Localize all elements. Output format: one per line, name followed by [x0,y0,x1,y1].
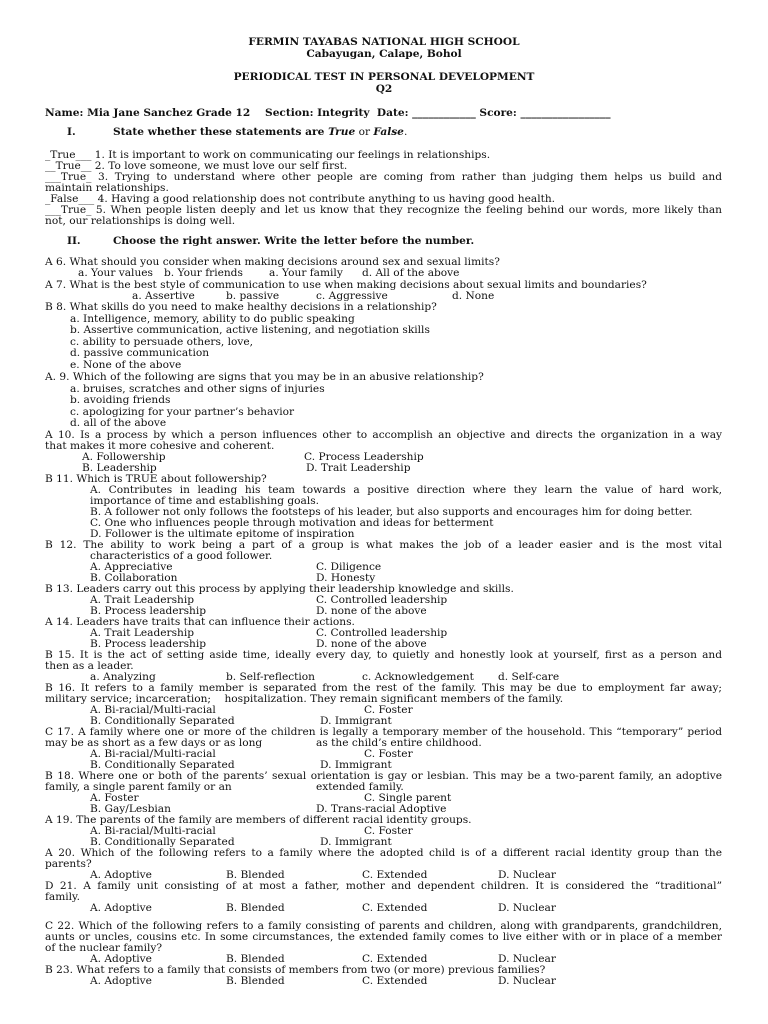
option: C. Controlled leadership [316,627,448,639]
or-word: or [355,126,374,138]
option: A. Trait Leadership [90,594,195,606]
option: D. Immigrant [320,836,392,848]
school-name: FERMIN TAYABAS NATIONAL HIGH SCHOOL [248,36,520,48]
question-20-cont: parents? [45,858,92,870]
option: A. Adoptive [90,953,152,965]
question-16: B 16. It refers to a family member is separated from the rest of the family. This may be due to employment far away; [45,682,722,694]
option: a. Analyzing [90,671,156,683]
question-19: A 19. The parents of the family are members of different racial identity groups. [45,814,472,826]
option: C. Extended [362,975,428,987]
question-21: D 21. A family unit consisting of at most a father, mother and dependent children. It is considered the “traditional” [45,880,722,892]
option: A. Followership [82,451,166,463]
option: B. Process leadership [90,605,207,617]
option: C. Foster [364,825,413,837]
option: b. Self-reflection [226,671,316,683]
option: A. Adoptive [90,975,152,987]
option: C. Diligence [316,561,382,573]
part1-instruction-text: State whether these statements are [113,126,329,138]
option: C. Single parent [364,792,452,804]
question-17-cont-b: as the child’s entire childhood. [316,737,482,749]
option: D. Immigrant [320,759,392,771]
test-title: PERIODICAL TEST IN PERSONAL DEVELOPMENT [233,71,535,83]
option: c. Aggressive [316,290,388,302]
option: b. passive [226,290,280,302]
option: B. Blended [226,869,285,881]
option: D. Follower is the ultimate epitome of inspiration [90,528,355,540]
question-10-cont: that makes it more cohesive and coherent. [45,440,275,452]
option: A. Foster [90,792,139,804]
option: d. Self-care [498,671,560,683]
option: C. Extended [362,953,428,965]
option: d. All of the above [362,267,460,279]
option: d. passive communication [70,347,210,359]
question-14: A 14. Leaders have traits that can influence their actions. [45,616,355,628]
option-cont: importance of time and establishing goals. [90,495,320,507]
option: A. Adoptive [90,902,152,914]
true-word: True [328,126,356,138]
question-16-cont: military service; incarceration; hospitalization. They remain significant members of the family. [45,693,564,705]
tf-item-5-cont: not, our relationships is doing well. [45,215,236,227]
option: B. Blended [226,902,285,914]
option: c. apologizing for your partner’s behavior [70,406,295,418]
option: C. Controlled leadership [316,594,448,606]
option: D. none of the above [316,605,427,617]
question-23: B 23. What refers to a family that consists of members from two (or more) previous families? [45,964,546,976]
option: A. Bi-racial/Multi-racial [90,748,216,760]
question-9: A. 9. Which of the following are signs that you may be in an abusive relationship? [45,371,484,383]
option: B. Blended [226,953,285,965]
option: B. Process leadership [90,638,207,650]
question-10: A 10. Is a process by which a person influences other to accomplish an objective and directs the organization in a way [45,429,722,441]
option: A. Bi-racial/Multi-racial [90,825,216,837]
option: a. bruises, scratches and other signs of injuries [70,383,325,395]
option: B. Conditionally Separated [90,836,235,848]
option: D. Nuclear [498,953,556,965]
option: D. Nuclear [498,975,556,987]
option: D. Nuclear [498,902,556,914]
question-6: A 6. What should you consider when making decisions around sex and sexual limits? [45,256,500,268]
option: B. Collaboration [90,572,178,584]
question-21-cont: family. [45,891,81,903]
tf-item-2: __True__ 2. To love someone, we must love our self first. [45,160,348,172]
option: b. Your friends [164,267,243,279]
option: B. Leadership [82,462,157,474]
tf-item-4: _False___ 4. Having a good relationship does not contribute anything to us having good health. [45,193,556,205]
option: D. Immigrant [320,715,392,727]
option: c. Acknowledgement [362,671,474,683]
option: D. Nuclear [498,869,556,881]
question-13: B 13. Leaders carry out this process by applying their leadership knowledge and skills. [45,583,514,595]
option: C. Foster [364,704,413,716]
question-12-cont: characteristics of a good follower. [90,550,273,562]
part2-numeral: II. [67,235,81,247]
option: C. Process Leadership [304,451,424,463]
question-15: B 15. It is the act of setting aside time, ideally every day, to quietly and honestly look at yourself, first as a person and [45,649,722,661]
option: B. Blended [226,975,285,987]
option: b. Assertive communication, active listening, and negotiation skills [70,324,430,336]
option: D. Trans-racial Adoptive [316,803,447,815]
option: D. Honesty [316,572,376,584]
part2-instruction: Choose the right answer. Write the letter before the number. [113,235,475,247]
question-8: B 8. What skills do you need to make healthy decisions in a relationship? [45,301,437,313]
option: C. Extended [362,869,428,881]
option: c. ability to persuade others, love, [70,336,254,348]
option: D. Trait Leadership [306,462,411,474]
question-15-cont: then as a leader. [45,660,134,672]
option: C. Foster [364,748,413,760]
quarter-label: Q2 [375,83,393,95]
option: A. Contributes in leading his team towards a positive direction where they learn the value of hard work, [90,484,722,496]
option: a. Assertive [132,290,195,302]
question-17-cont-a: may be as short as a few days or as long [45,737,263,749]
option: d. all of the above [70,417,167,429]
option: e. None of the above [70,359,182,371]
student-info-line: Name: Mia Jane Sanchez Grade 12 Section: Integrity Date: ____________ Score: _________________ [45,107,611,119]
part1-instruction [113,127,407,138]
option: b. avoiding friends [70,394,171,406]
tf-item-5: ___True_ 5. When people listen deeply and let us know that they recognize the feeling behind our words, more likely than [45,204,722,216]
option: B. Conditionally Separated [90,759,235,771]
question-12: B 12. The ability to work being a part of a group is what makes the job of a leader easier and is the most vital [45,539,722,551]
option: B. A follower not only follows the footsteps of his leader, but also supports and encourages him for doing better. [90,506,693,518]
option: A. Trait Leadership [90,627,195,639]
option: a. Intelligence, memory, ability to do public speaking [70,313,355,325]
option: A. Appreciative [90,561,173,573]
question-22: C 22. Which of the following refers to a family consisting of parents and children, along with grandparents, grandchildren, [45,920,722,932]
question-18-cont-b: extended family. [316,781,404,793]
option: a. Your values [78,267,153,279]
option: B. Gay/Lesbian [90,803,171,815]
option: B. Conditionally Separated [90,715,235,727]
option: D. none of the above [316,638,427,650]
question-20: A 20. Which of the following refers to a family where the adopted child is of a different racial identity group than the [45,847,722,859]
tf-item-3-cont: maintain relationships. [45,182,169,194]
option: A. Bi-racial/Multi-racial [90,704,216,716]
question-22-cont1: aunts or uncles, cousins etc. In some circumstances, the extended family comes to live either with or in place of a member [45,931,722,943]
option: C. One who influences people through motivation and ideas for betterment [90,517,494,529]
false-word: False [373,126,404,138]
option: d. None [452,290,495,302]
instruction-period: . [403,126,408,138]
option: A. Adoptive [90,869,152,881]
tf-item-1: _True___ 1. It is important to work on communicating our feelings in relationships. [45,149,491,161]
question-18-cont-a: family, a single parent family or an [45,781,232,793]
part1-numeral: I. [67,126,76,138]
option: a. Your family [269,267,343,279]
question-18: B 18. Where one or both of the parents’ sexual orientation is gay or lesbian. This may be a two-parent family, an adoptive [45,770,722,782]
tf-item-3: ___True_ 3. Trying to understand where other people are coming from rather than judging them helps us build and [45,171,722,183]
question-7: A 7. What is the best style of communication to use when making decisions about sexual limits and boundaries? [45,279,647,291]
option: C. Extended [362,902,428,914]
question-22-cont2: of the nuclear family? [45,942,163,954]
question-17: C 17. A family where one or more of the children is legally a temporary member of the household. This “temporary” period [45,726,722,738]
question-11: B 11. Which is TRUE about followership? [45,473,267,485]
school-address: Cabayugan, Calape, Bohol [306,48,462,60]
